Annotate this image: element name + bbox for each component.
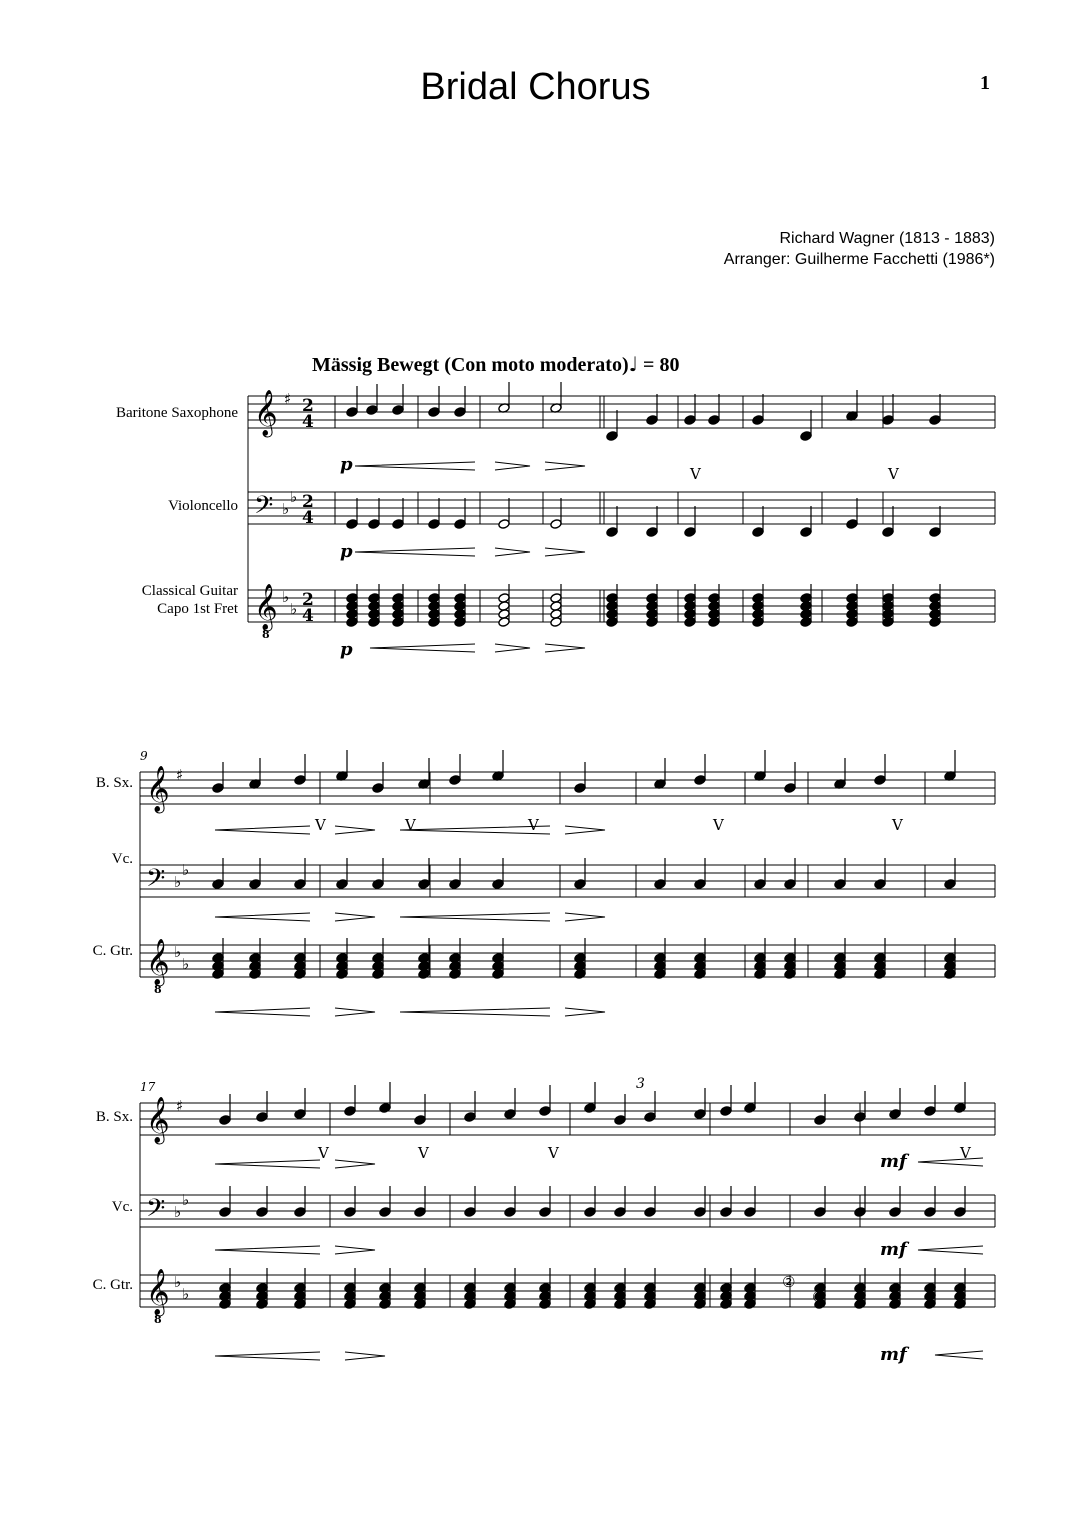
label-short-gtr-3: C. Gtr. [92,1277,133,1293]
note-head [889,1299,901,1310]
hairpin [345,1352,385,1360]
upbow-mark: V [315,816,326,834]
note-head [492,879,504,890]
hairpin [495,462,530,470]
hairpin [370,644,475,652]
label-short-bsx-3: B. Sx. [95,1109,133,1125]
note-head [256,1112,268,1123]
quarter-note-icon: ♩ [628,352,639,376]
note-head [372,969,384,980]
flat-icon: ♭ [290,488,298,506]
note-head [428,519,440,530]
hairpin [400,1008,550,1016]
hairpin [335,913,375,921]
treble-clef-icon: 𝄞 [146,1269,170,1315]
note-head [744,1299,756,1310]
hairpin [355,462,475,470]
upbow-mark: V [690,465,701,483]
note-head [708,617,720,628]
note-head [418,969,430,980]
note-head [368,519,380,530]
note-head [752,415,764,426]
note-head [814,1207,826,1218]
time-sig-top: 2 [302,590,314,610]
string-2-mark: ② [782,1273,796,1291]
note-head [256,1299,268,1310]
note-head [874,775,886,786]
page-number: 1 [980,72,990,94]
time-sig-bottom: 4 [302,508,314,528]
note-head [294,775,306,786]
note-head [449,775,461,786]
note-head [294,879,306,890]
dynamic-mark: mf [880,1344,907,1365]
hairpin [355,548,475,556]
note-head [684,617,696,628]
flat-icon: ♭ [174,873,182,891]
note-head [834,969,846,980]
note-head [584,1299,596,1310]
upbow-mark: V [713,816,724,834]
upbow-mark: V [548,1144,559,1162]
note-head [294,969,306,980]
hairpin [215,913,310,921]
note-head [784,969,796,980]
hairpin [545,462,585,470]
note-head [454,519,466,530]
note-head [752,527,764,538]
note-head [550,617,562,628]
note-head [874,879,886,890]
hairpin [215,1246,320,1254]
upbow-mark: V [960,1144,971,1162]
dynamic-mark: p [340,541,353,562]
note-head [346,519,358,530]
note-head [752,617,764,628]
note-head [219,1115,231,1126]
hairpin [495,644,530,652]
composer: Richard Wagner (1813 - 1883) [779,230,995,247]
time-sig-top: 2 [302,492,314,512]
note-head [954,1103,966,1114]
note-head [784,879,796,890]
note-head [654,879,666,890]
note-head [644,1112,656,1123]
label-short-vc-2: Vc. [111,851,133,867]
note-head [336,879,348,890]
flat-icon: ♭ [182,955,190,973]
hairpin [335,1246,375,1254]
note-head [800,431,812,442]
note-head [379,1207,391,1218]
note-head [644,1207,656,1218]
label-baritone-sax: Baritone Saxophone [115,405,238,421]
flat-icon: ♭ [182,861,190,879]
note-head [606,617,618,628]
label-guitar-capo: Capo 1st Fret [157,601,238,617]
note-head [694,969,706,980]
hairpin [215,1352,320,1360]
note-head [392,519,404,530]
time-sig-top: 2 [302,396,314,416]
flat-icon: ♭ [282,588,290,606]
score-title: Bridal Chorus [420,66,651,108]
sharp-icon: ♯ [176,1097,184,1115]
note-head [929,415,941,426]
dynamic-mark: p [340,454,353,475]
hairpin [918,1246,983,1254]
note-head [646,617,658,628]
upbow-mark: V [888,465,899,483]
upbow-mark: V [405,816,416,834]
measure-number: 9 [140,749,148,763]
note-head [614,1115,626,1126]
note-head [584,1103,596,1114]
note-head [294,1299,306,1310]
triplet-mark: 3 [636,1076,645,1092]
note-head [606,431,618,442]
note-head [428,407,440,418]
note-head [550,519,562,530]
upbow-mark: V [528,816,539,834]
note-head [379,1103,391,1114]
note-head [539,1207,551,1218]
note-head [212,969,224,980]
note-head [574,783,586,794]
octave-8-mark: 8 [154,983,162,996]
hairpin [400,913,550,921]
note-head [539,1106,551,1117]
note-head [744,1103,756,1114]
note-head [414,1207,426,1218]
note-head [336,969,348,980]
note-head [924,1106,936,1117]
hairpin [495,548,530,556]
note-head [924,1207,936,1218]
note-head [614,1207,626,1218]
note-head [574,879,586,890]
note-head [379,1299,391,1310]
hairpin [565,913,605,921]
note-head [889,1207,901,1218]
note-head [414,1115,426,1126]
dynamic-mark: p [340,639,353,660]
bass-clef-icon: 𝄢 [254,491,274,526]
note-head [694,1299,706,1310]
note-head [654,969,666,980]
tempo-text: Mässig Bewegt (Con moto moderato) [312,354,629,376]
note-head [368,617,380,628]
sharp-icon: ♯ [176,766,184,784]
note-head [574,969,586,980]
hairpin [565,826,605,834]
note-head [646,527,658,538]
hairpin [335,1160,375,1168]
note-head [694,775,706,786]
note-head [344,1207,356,1218]
note-head [846,617,858,628]
note-head [846,519,858,530]
note-head [249,969,261,980]
upbow-mark: V [318,1144,329,1162]
note-head [414,1299,426,1310]
note-head [684,527,696,538]
note-head [854,1207,866,1218]
note-head [344,1299,356,1310]
note-head [924,1299,936,1310]
note-head [754,879,766,890]
hairpin [215,1160,320,1168]
note-head [584,1207,596,1218]
tempo-bpm: = 80 [643,354,680,376]
hairpin [335,826,375,834]
note-head [644,1299,656,1310]
note-head [372,783,384,794]
hairpin [545,548,585,556]
label-short-gtr-2: C. Gtr. [92,943,133,959]
hairpin [215,826,310,834]
hairpin [565,1008,605,1016]
dynamic-mark: mf [880,1239,907,1260]
note-head [392,617,404,628]
glyphs [212,382,983,1360]
note-head [694,1207,706,1218]
flat-icon: ♭ [174,1203,182,1221]
note-head [498,519,510,530]
note-head [929,617,941,628]
note-head [219,1207,231,1218]
note-head [708,415,720,426]
note-head [346,617,358,628]
treble-clef-icon: 𝄞 [146,1097,170,1143]
note-head [344,1106,356,1117]
note-head [882,527,894,538]
note-head [854,1112,866,1123]
label-guitar-name: Classical Guitar [141,583,238,599]
upbow-mark: V [892,816,903,834]
time-sig-bottom: 4 [302,606,314,626]
octave-8-mark: 8 [154,1313,162,1326]
note-head [720,1106,732,1117]
staves [140,396,995,1307]
treble-clef-icon: 𝄞 [146,939,170,985]
note-head [428,617,440,628]
flat-icon: ♭ [174,1273,182,1291]
note-head [694,879,706,890]
hairpin [918,1158,983,1166]
string-3-mark: ③ [812,1288,826,1306]
note-head [294,1109,306,1120]
note-head [256,1207,268,1218]
time-sig-bottom: 4 [302,412,314,432]
note-head [944,879,956,890]
flat-icon: ♭ [182,1191,190,1209]
hairpin [545,644,585,652]
note-head [606,527,618,538]
note-head [212,879,224,890]
bass-clef-icon: 𝄢 [146,1194,166,1229]
note-head [504,1109,516,1120]
note-head [954,1207,966,1218]
note-head [464,1207,476,1218]
octave-8-mark: 8 [262,628,270,641]
hairpin [215,1008,310,1016]
dynamic-mark: mf [880,1151,907,1172]
flat-icon: ♭ [282,500,290,518]
note-head [646,415,658,426]
measure-number: 17 [140,1080,156,1094]
note-head [784,783,796,794]
note-head [814,1115,826,1126]
note-head [498,617,510,628]
note-head [504,1207,516,1218]
note-head [854,1299,866,1310]
note-head [366,405,378,416]
note-head [720,1207,732,1218]
note-head [889,1109,901,1120]
note-head [464,1299,476,1310]
note-head [492,969,504,980]
label-short-vc-3: Vc. [111,1199,133,1215]
note-head [744,1207,756,1218]
note-head [882,415,894,426]
note-head [249,879,261,890]
treble-clef-icon: 𝄞 [254,390,278,436]
note-head [454,407,466,418]
bass-clef-icon: 𝄢 [146,864,166,899]
treble-clef-icon: 𝄞 [254,584,278,630]
note-head [346,407,358,418]
note-head [684,415,696,426]
note-head [694,1109,706,1120]
arranger: Arranger: Guilherme Facchetti (1986*) [723,251,995,268]
note-head [372,879,384,890]
note-head [504,1299,516,1310]
note-head [392,405,404,416]
note-head [212,783,224,794]
label-short-bsx-2: B. Sx. [95,775,133,791]
flat-icon: ♭ [174,943,182,961]
note-head [219,1299,231,1310]
note-head [834,879,846,890]
hairpin [935,1351,983,1359]
upbow-mark: V [418,1144,429,1162]
note-head [464,1112,476,1123]
note-head [449,879,461,890]
note-head [929,527,941,538]
note-head [418,879,430,890]
flat-icon: ♭ [182,1285,190,1303]
note-head [944,969,956,980]
note-head [954,1299,966,1310]
note-head [800,617,812,628]
note-head [882,617,894,628]
note-head [720,1299,732,1310]
note-head [454,617,466,628]
flat-icon: ♭ [290,600,298,618]
hairpin [335,1008,375,1016]
note-head [874,969,886,980]
note-head [614,1299,626,1310]
note-head [754,969,766,980]
note-head [449,969,461,980]
note-head [800,527,812,538]
note-head [539,1299,551,1310]
label-cello: Violoncello [168,498,238,514]
note-head [294,1207,306,1218]
treble-clef-icon: 𝄞 [146,766,170,812]
sharp-icon: ♯ [284,390,292,408]
